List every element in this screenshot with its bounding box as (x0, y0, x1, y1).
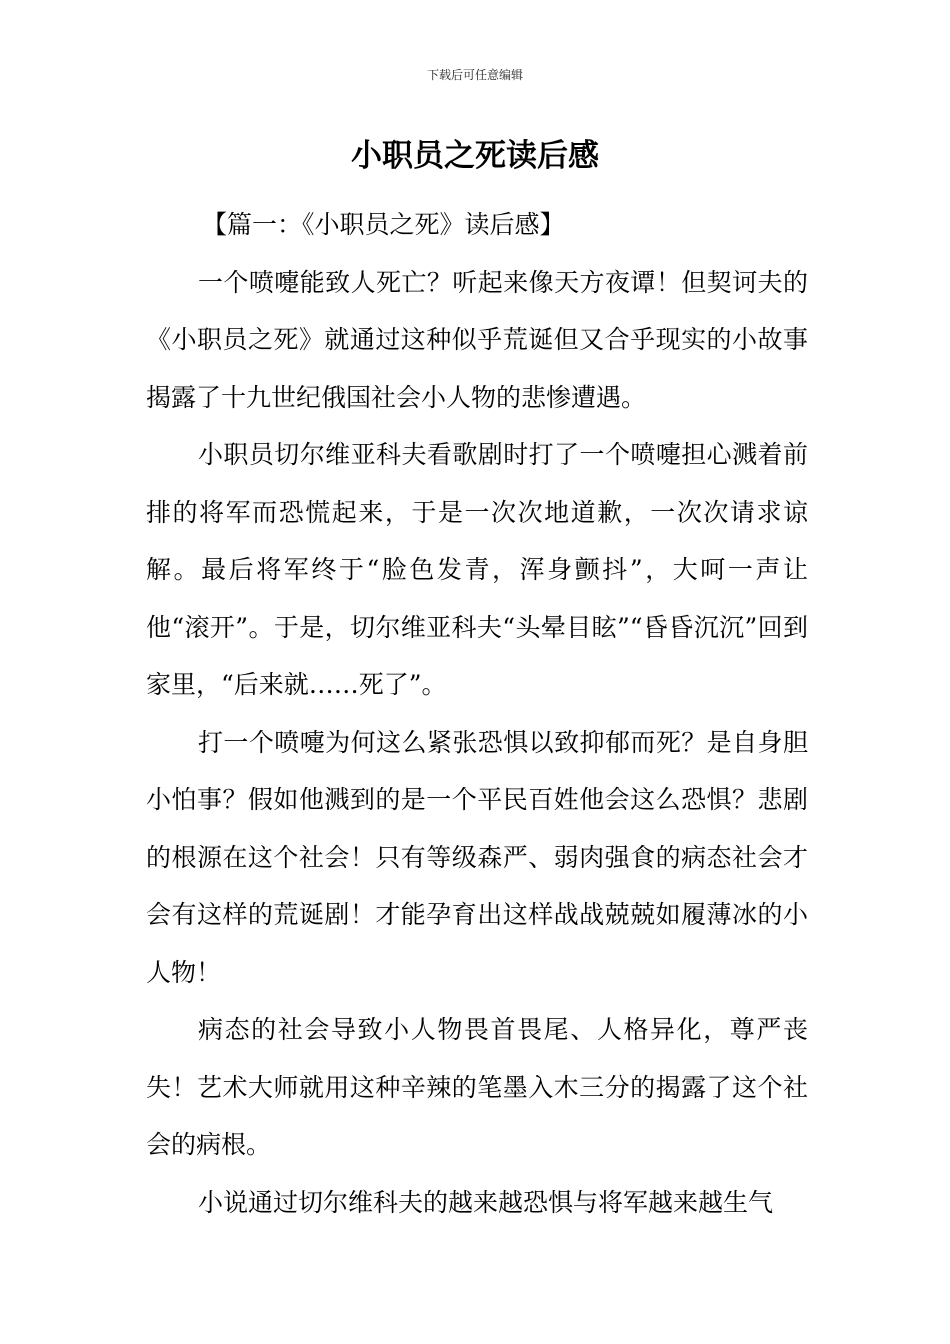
paragraph: 病态的社会导致小人物畏首畏尾、人格异化，尊严丧失！艺术大师就用这种辛辣的笔墨入木三分的揭露了这个社会的病根。 (146, 1015, 808, 1159)
document-title: 小职员之死读后感 (351, 138, 599, 174)
paragraph: 小说通过切尔维科夫的越来越恐惧与将军越来越生气 (198, 1187, 774, 1217)
paragraph: 打一个喷嚏为何这么紧张恐惧以致抑郁而死？是自身胆小怕事？假如他溅到的是一个平民百姓他会这么恐惧？悲剧的根源在这个社会！只有等级森严、弱肉强食的病态社会才会有这样的荒诞剧！才能孕育出这样战战兢兢如履薄冰的小人物！ (146, 727, 808, 987)
document-body (146, 196, 808, 1231)
paragraph: 小职员切尔维亚科夫看歌剧时打了一个喷嚏担心溅着前排的将军而恐慌起来，于是一次次地道歉，一次次请求谅解。最后将军终于“脸色发青，浑身颤抖”，大呵一声让他“滚开”。于是，切尔维亚科夫“头晕目眩”“昏昏沉沉”回到家里，“后来就……死了”。 (146, 440, 808, 699)
paragraph: 一个喷嚏能致人死亡？听起来像天方夜谭！但契诃夫的《小职员之死》就通过这种似乎荒诞但又合乎现实的小故事揭露了十九世纪俄国社会小人物的悲惨遭遇。 (146, 267, 808, 412)
page-header-note: 下载后可任意编辑 (426, 68, 523, 82)
section-heading: 【篇一：《小职员之死》读后感】 (202, 210, 565, 239)
